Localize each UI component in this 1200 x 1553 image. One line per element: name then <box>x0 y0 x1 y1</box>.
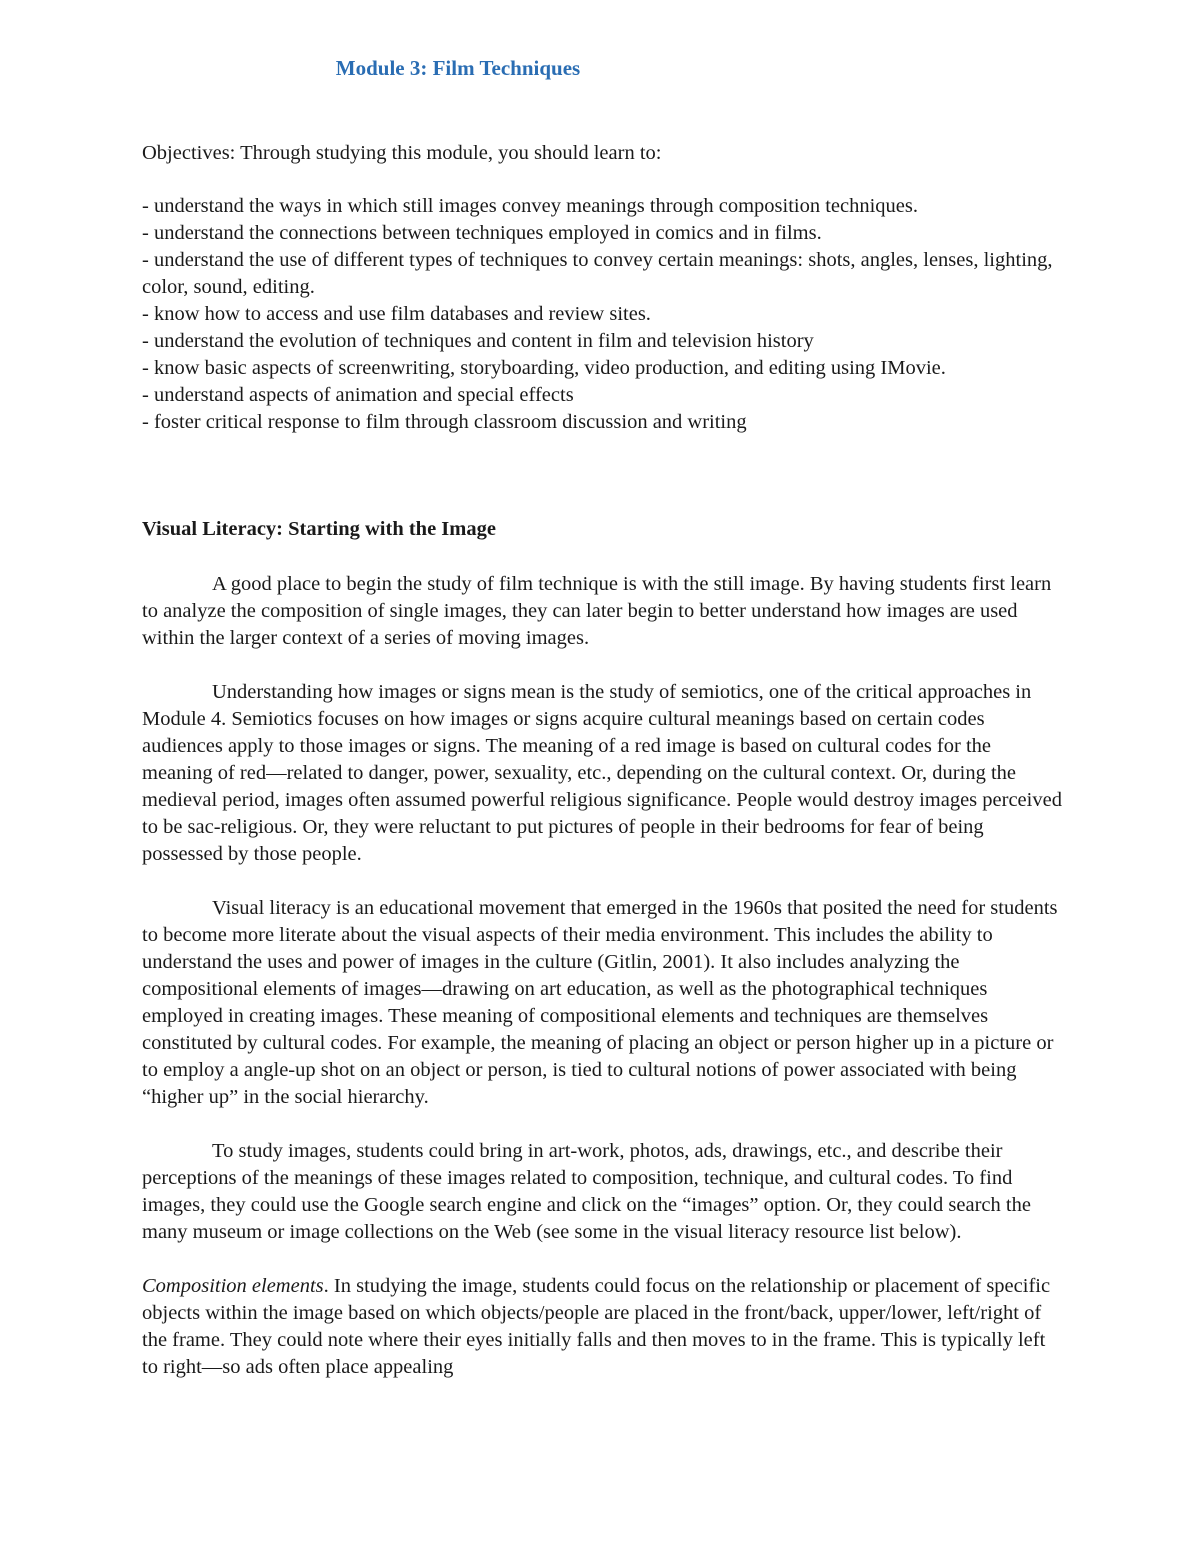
objective-item: - understand the use of different types of techniques to convey certain meanings: shots, angles, lenses, lighting, color, sound, editing. <box>142 249 1053 298</box>
section-body <box>142 571 1062 1408</box>
paragraph: Visual literacy is an educational movement that emerged in the 1960s that posited the need for students to become more literate about the visual aspects of their media environment. This includes the ability to understand the uses and power of images in the culture (Gitlin, 2001). It also includes analyzing the compositional elements of images—drawing on art education, as well as the photographical techniques employed in creating images. These meaning of compositional elements and techniques are themselves constituted by cultural codes. For example, the meaning of placing an object or person higher up in a picture or to employ a angle-up shot on an object or person, is tied to cultural notions of power associated with being “higher up” in the social hierarchy. <box>142 897 1058 1108</box>
section-heading: Visual Literacy: Starting with the Image <box>142 518 496 540</box>
objective-item: - understand aspects of animation and special effects <box>142 384 574 406</box>
objective-item: - understand the connections between techniques employed in comics and in films. <box>142 222 822 244</box>
composition-label: Composition elements <box>142 1275 324 1297</box>
objective-item: - know how to access and use film databases and review sites. <box>142 303 651 325</box>
composition-text: . In studying the image, students could focus on the relationship or placement of specific objects within the image based on which objects/people are placed in the front/back, upper/lower, left/right of the frame. They could note where their eyes initially falls and then moves to in the frame. This is typically left to right—so ads often place appealing <box>142 1275 1051 1378</box>
objectives-intro: Objectives: Through studying this module, you should learn to: <box>142 142 662 164</box>
paragraph: To study images, students could bring in art-work, photos, ads, drawings, etc., and describe their perceptions of the meanings of these images related to composition, technique, and cultural codes. To find images, they could use the Google search engine and click on the “images” option. Or, they could search the many museum or image collections on the Web (see some in the visual literacy resource list below). <box>142 1140 1031 1243</box>
objective-item: - foster critical response to film through classroom discussion and writing <box>142 411 747 433</box>
composition-paragraph <box>142 1273 1062 1381</box>
objective-item: - understand the evolution of techniques and content in film and television history <box>142 330 814 352</box>
paragraph: Understanding how images or signs mean is the study of semiotics, one of the critical approaches in Module 4. Semiotics focuses on how images or signs acquire cultural meanings based on certain codes audiences apply to those images or signs. The meaning of a red image is based on cultural codes for the meaning of red—related to danger, power, sexuality, etc., depending on the cultural context. Or, during the medieval period, images often assumed powerful religious significance. People would destroy images perceived to be sac-religious. Or, they were reluctant to put pictures of people in their bedrooms for fear of being possessed by those people. <box>142 681 1062 865</box>
objectives-list <box>142 193 1062 436</box>
objective-item: - understand the ways in which still images convey meanings through composition techniques. <box>142 195 919 217</box>
objective-item: - know basic aspects of screenwriting, storyboarding, video production, and editing using IMovie. <box>142 357 946 379</box>
paragraph: A good place to begin the study of film technique is with the still image. By having students first learn to analyze the composition of single images, they can later begin to better understand how images are used within the larger context of a series of moving images. <box>142 573 1052 649</box>
document-title: Module 3: Film Techniques <box>335 56 581 80</box>
